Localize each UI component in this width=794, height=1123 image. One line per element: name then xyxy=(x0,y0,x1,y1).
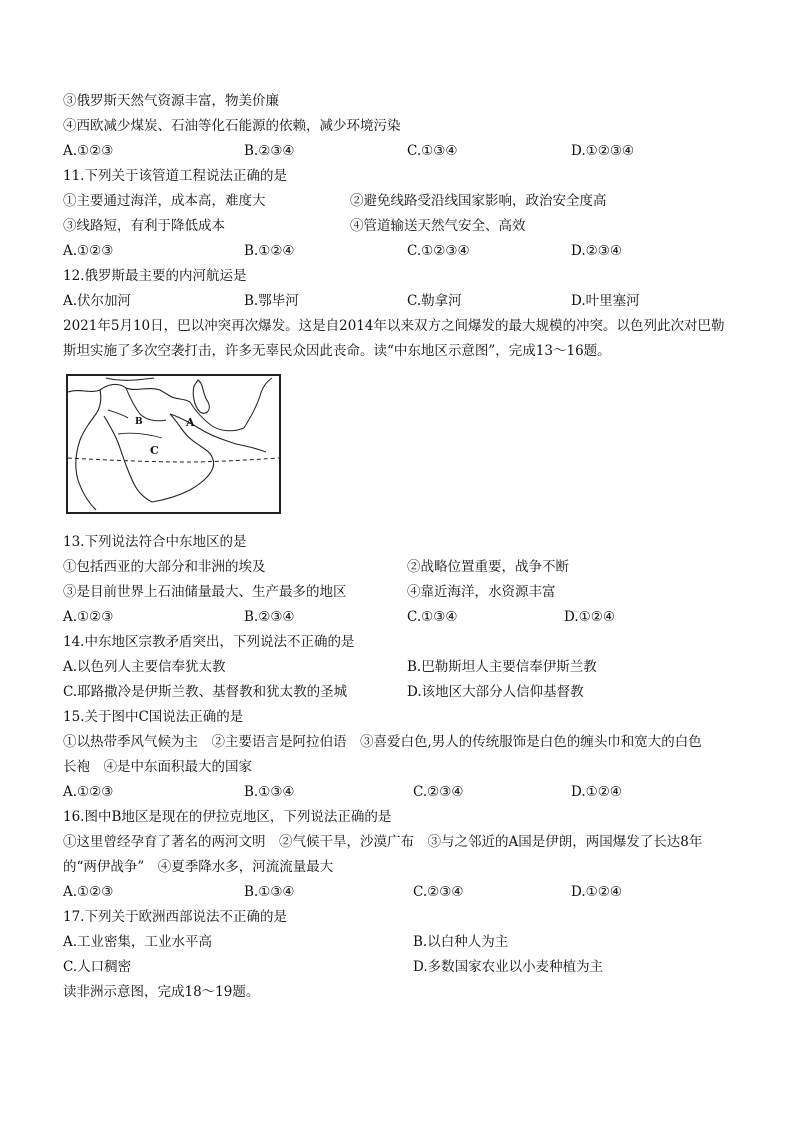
passage-line-2: 斯坦实施了多次空袭打击，许多无辜民众因此丧命。读“中东地区示意图”，完成13～16题。 xyxy=(63,343,611,359)
q13-option-b: B.②③④ xyxy=(244,609,295,625)
q13-statement-2: ②战略位置重要，战争不断 xyxy=(407,559,569,575)
q11-option-a: A.①②③ xyxy=(63,243,114,259)
q15-statements-line-2: 长袍 ④是中东面积最大的国家 xyxy=(63,759,252,775)
q14-option-a: A.以色列人主要信奉犹太教 xyxy=(63,659,226,675)
q10-option-b: B.②③④ xyxy=(244,143,295,159)
q11-statement-1: ①主要通过海洋，成本高，难度大 xyxy=(63,193,266,209)
q12-stem: 12.俄罗斯最主要的内河航运是 xyxy=(63,268,247,284)
q10-option-c: C.①③④ xyxy=(407,143,458,159)
q15-option-a: A.①②③ xyxy=(63,784,114,800)
q16-option-b: B.①③④ xyxy=(244,884,295,900)
q14-option-d: D.该地区大部分人信仰基督教 xyxy=(407,684,584,700)
q15-stem: 15.关于图中C国说法正确的是 xyxy=(63,709,244,725)
q15-option-c: C.②③④ xyxy=(413,784,464,800)
q11-option-c: C.①②③④ xyxy=(407,243,470,259)
q14-option-c: C.耶路撒冷是伊斯兰教、基督教和犹太教的圣城 xyxy=(63,684,348,700)
q10-option-a: A.①②③ xyxy=(63,143,114,159)
q15-statements-line-1: ①以热带季风气候为主 ②主要语言是阿拉伯语 ③喜爱白色,男人的传统服饰是白色的缠头巾和宽大的白色 xyxy=(63,734,702,750)
q12-option-c: C.勒拿河 xyxy=(407,293,462,309)
q14-stem: 14.中东地区宗教矛盾突出，下列说法不正确的是 xyxy=(63,634,355,650)
map-label-a: A xyxy=(186,416,195,429)
q13-stem: 13.下列说法符合中东地区的是 xyxy=(63,534,247,550)
q11-option-d: D.②③④ xyxy=(571,243,622,259)
q13-statement-1: ①包括西亚的大部分和非洲的埃及 xyxy=(63,559,266,575)
q17-option-c: C.人口稠密 xyxy=(63,959,132,975)
q10-statement-3: ③俄罗斯天然气资源丰富，物美价廉 xyxy=(63,93,279,109)
middle-east-map xyxy=(66,374,281,514)
q17-option-b: B.以白种人为主 xyxy=(413,934,509,950)
q12-option-a: A.伏尔加河 xyxy=(63,293,132,309)
q15-option-b: B.①③④ xyxy=(244,784,295,800)
map-label-b: B xyxy=(135,417,143,427)
africa-map-instruction: 读非洲示意图，完成18～19题。 xyxy=(63,984,260,1000)
q12-option-b: B.鄂毕河 xyxy=(244,293,299,309)
q13-statement-3: ③是目前世界上石油储量最大、生产最多的地区 xyxy=(63,584,347,600)
q16-statements-line-1: ①这里曾经孕育了著名的两河文明 ②气候干旱，沙漠广布 ③与之邻近的A国是伊朗，两国爆发了长达8年 xyxy=(63,834,703,850)
q11-option-b: B.①②④ xyxy=(244,243,295,259)
q11-statement-4: ④管道输送天然气安全、高效 xyxy=(350,218,526,234)
q13-statement-4: ④靠近海洋，水资源丰富 xyxy=(407,584,556,600)
q11-statement-3: ③线路短，有利于降低成本 xyxy=(63,218,225,234)
passage-line-1: 2021年5月10日，巴以冲突再次爆发。这是自2014年以来双方之间爆发的最大规模的冲突。以色列此次对巴勒 xyxy=(63,318,725,334)
q17-option-d: D.多数国家农业以小麦种植为主 xyxy=(413,959,604,975)
q17-stem: 17.下列关于欧洲西部说法不正确的是 xyxy=(63,909,287,925)
q16-option-c: C.②③④ xyxy=(413,884,464,900)
q17-option-a: A.工业密集，工业水平高 xyxy=(63,934,213,950)
q15-option-d: D.①②④ xyxy=(571,784,622,800)
q11-stem: 11.下列关于该管道工程说法正确的是 xyxy=(63,168,287,184)
q10-statement-4: ④西欧减少煤炭、石油等化石能源的依赖，减少环境污染 xyxy=(63,118,401,134)
q16-statements-line-2: 的“两伊战争” ④夏季降水多，河流流量最大 xyxy=(63,859,334,875)
q13-option-a: A.①②③ xyxy=(63,609,114,625)
q10-option-d: D.①②③④ xyxy=(571,143,635,159)
map-label-c: C xyxy=(150,444,159,457)
q11-statement-2: ②避免线路受沿线国家影响，政治安全度高 xyxy=(350,193,607,209)
q12-option-d: D.叶里塞河 xyxy=(571,293,640,309)
q13-option-d: D.①②④ xyxy=(564,609,615,625)
q16-option-a: A.①②③ xyxy=(63,884,114,900)
q16-option-d: D.①②④ xyxy=(571,884,622,900)
q13-option-c: C.①③④ xyxy=(407,609,458,625)
q16-stem: 16.图中B地区是现在的伊拉克地区，下列说法正确的是 xyxy=(63,809,392,825)
q14-option-b: B.巴勒斯坦人主要信奉伊斯兰教 xyxy=(407,659,597,675)
